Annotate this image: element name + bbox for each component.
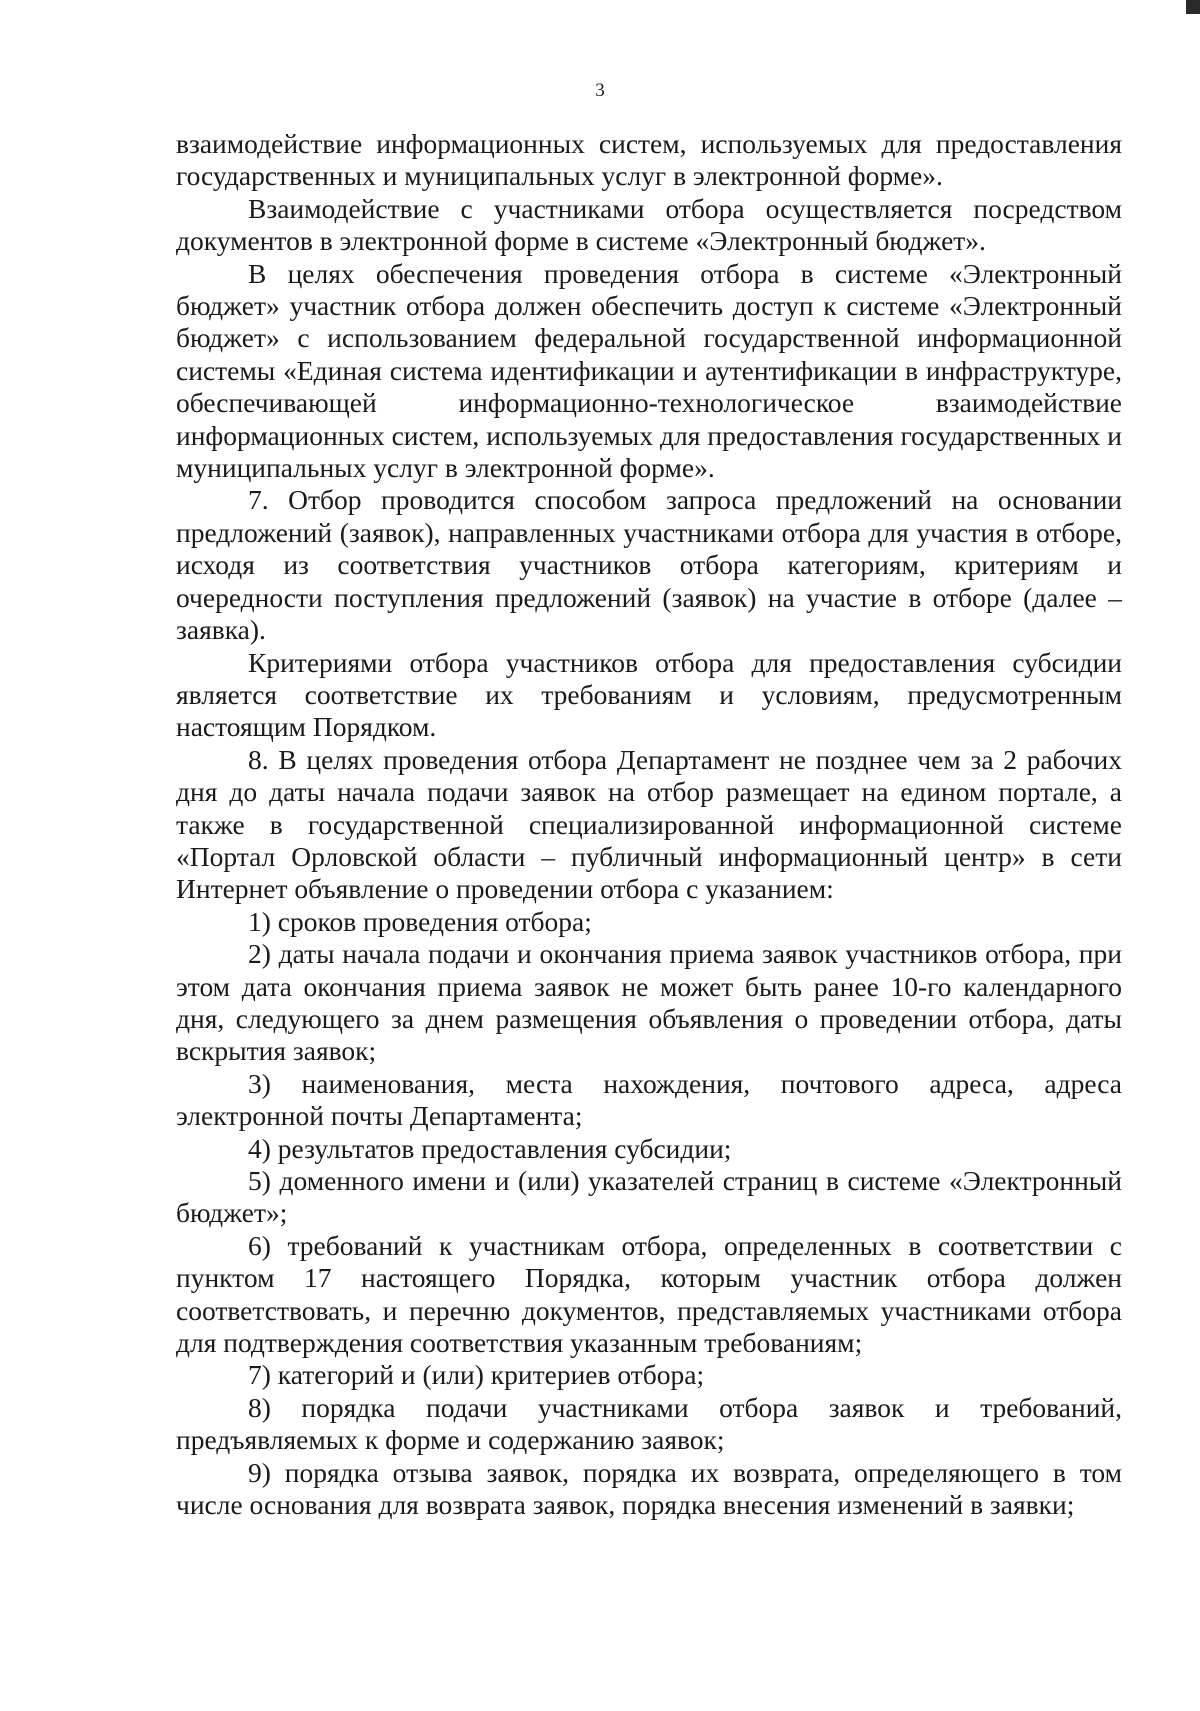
paragraph: Критериями отбора участников отбора для предоставления субсидии является соответствие их требованиям и условиям, предусмотренным настоящим Порядком. (176, 646, 1122, 743)
list-item: 5) доменного имени и (или) указателей страниц в системе «Электронный бюджет»; (176, 1165, 1122, 1229)
scan-corner-mark (1186, 0, 1200, 14)
paragraph: Взаимодействие с участниками отбора осуществляется посредством документов в электронной форме в системе «Электронный бюджет». (176, 192, 1122, 257)
list-item: 9) порядка отзыва заявок, порядка их возврата, определяющего в том числе основания для возврата заявок, порядка внесения изменений в заявки; (176, 1456, 1122, 1521)
paragraph-item-7: 7. Отбор проводится способом запроса предложений на основании предложений (заявок), направленных участниками отбора для участия в отборе, исходя из соответствия участников отбора категориям, критериям и очередности поступления предложений (заявок) на участие в отборе (далее – заявка). (176, 484, 1122, 646)
paragraph-continuation: взаимодействие информационных систем, используемых для предоставления государственных и муниципальных услуг в электронной форме». (176, 128, 1122, 192)
list-item: 1) сроков проведения отбора; (248, 905, 592, 937)
list-item: 8) порядка подачи участниками отбора заявок и требований, предъявляемых к форме и содержанию заявок; (176, 1391, 1122, 1456)
document-body (176, 128, 1122, 1521)
page-number: 3 (595, 80, 605, 101)
list-item: 2) даты начала подачи и окончания приема заявок участников отбора, при этом дата окончания приема заявок не может быть ранее 10-го календарного дня, следующего за днем размещения объявления о проведении отбора, даты вскрытия заявок; (176, 938, 1122, 1067)
list-item: 3) наименования, места нахождения, почтового адреса, адреса электронной почты Департамента; (176, 1067, 1122, 1132)
paragraph-item-8: 8. В целях проведения отбора Департамент не позднее чем за 2 рабочих дня до даты начала подачи заявок на отбор размещает на едином портале, а также в государственной специализированной информационной системе «Портал Орловской области – публичный информационный центр» в сети Интернет объявление о проведении отбора с указанием: (176, 743, 1122, 905)
list-item: 4) результатов предоставления субсидии; (248, 1132, 732, 1164)
paragraph: В целях обеспечения проведения отбора в системе «Электронный бюджет» участник отбора должен обеспечить доступ к системе «Электронный бюджет» с использованием федеральной государственной информационной системы «Единая система идентификации и аутентификации в инфраструктуре, обеспечивающей информационно-технологическое взаимодействие информационных систем, используемых для предоставления государственных и муниципальных услуг в электронной форме». (176, 257, 1122, 484)
list-item: 7) категорий и (или) критериев отбора; (248, 1359, 705, 1391)
list-item: 6) требований к участникам отбора, определенных в соответствии с пунктом 17 настоящего Порядка, которым участник отбора должен соответствовать, и перечню документов, представляемых участниками отбора для подтверждения соответствия указанным требованиям; (176, 1229, 1122, 1359)
